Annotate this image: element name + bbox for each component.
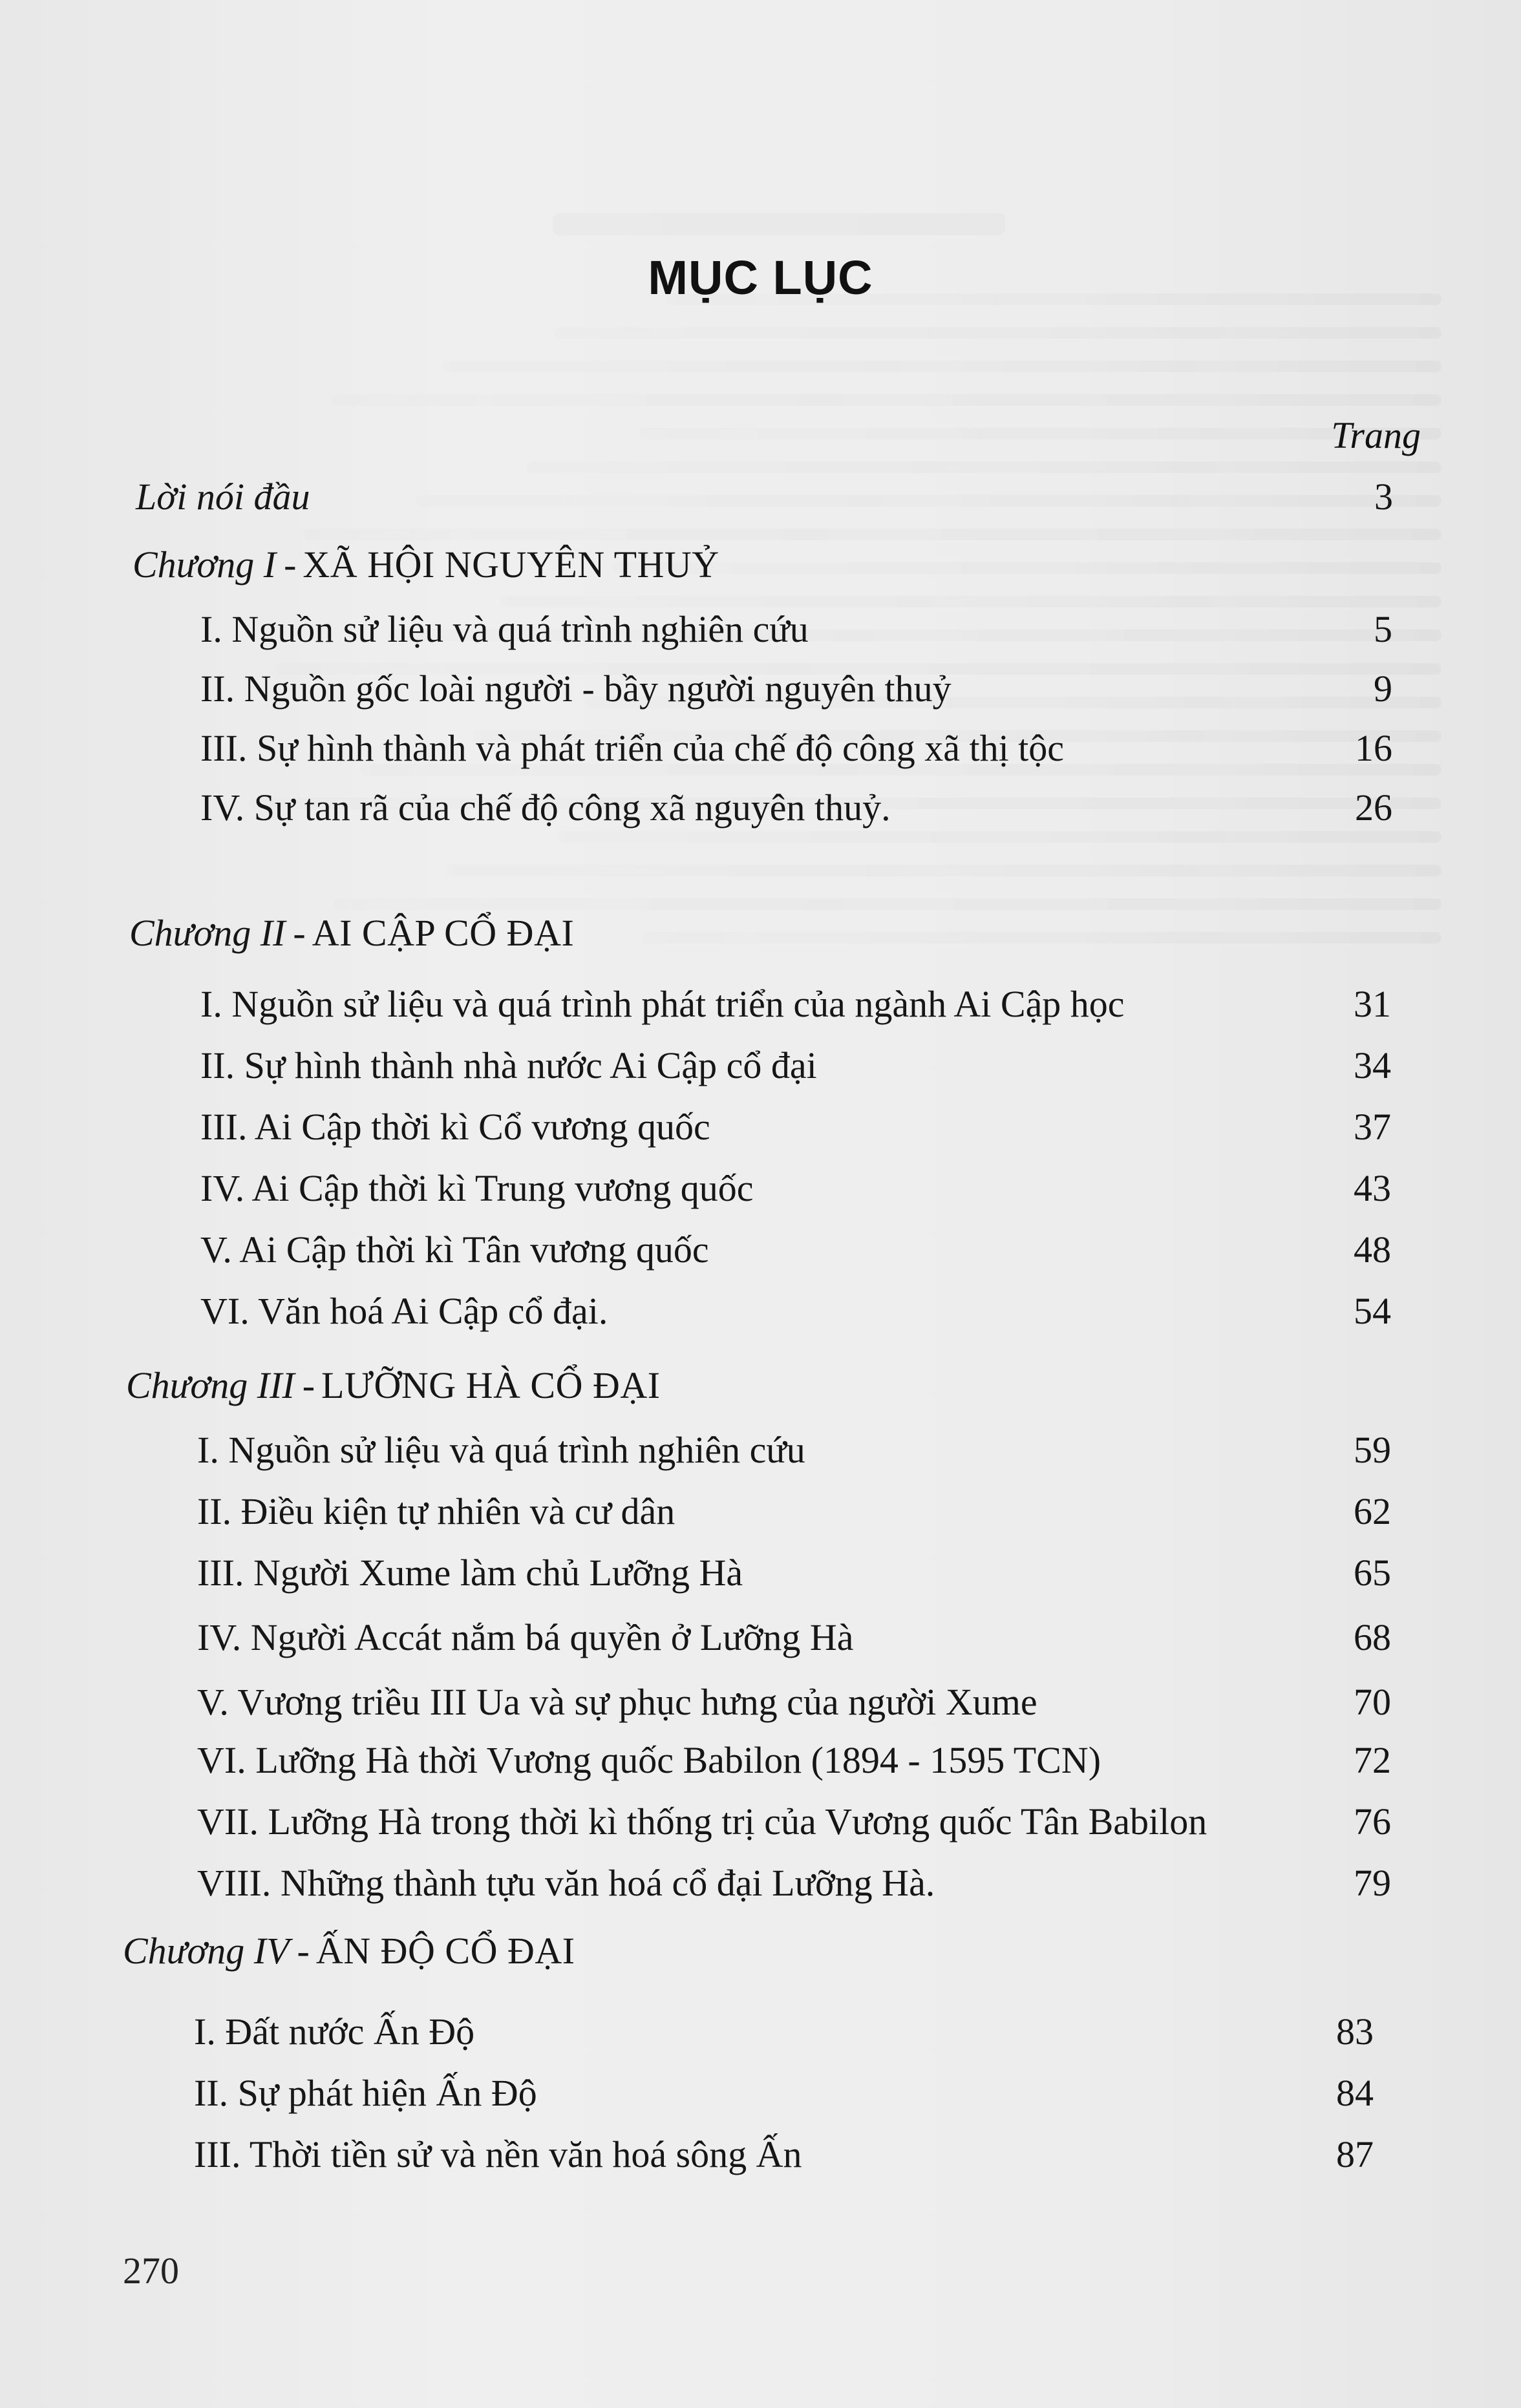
chapter-separator: - xyxy=(284,544,297,586)
toc-entry-page: 16 xyxy=(1355,727,1392,769)
toc-entry-title: I. Nguồn sử liệu và quá trình nghiên cứu xyxy=(200,608,809,650)
toc-entry-title: V. Vương triều III Ua và sự phục hưng của người Xume xyxy=(197,1681,1037,1723)
bleed-through-line xyxy=(334,898,1441,910)
toc-entry xyxy=(0,667,1521,712)
toc-entry-title: II. Điều kiện tự nhiên và cư dân xyxy=(197,1490,675,1532)
toc-entry xyxy=(0,1428,1521,1473)
toc-entry-title: I. Nguồn sử liệu và quá trình phát triển của ngành Ai Cập học xyxy=(200,983,1125,1025)
chapter-heading xyxy=(0,1364,1521,1409)
page-column-label: Trang xyxy=(1331,414,1421,456)
toc-entry-page: 68 xyxy=(1354,1616,1391,1658)
toc-entry xyxy=(0,1551,1521,1596)
toc-entry-title: II. Nguồn gốc loài người - bầy người nguyên thuỷ xyxy=(200,668,952,710)
chapter-heading-text xyxy=(123,1929,575,1972)
toc-entry xyxy=(0,1490,1521,1535)
toc-entry-page: 43 xyxy=(1354,1167,1391,1209)
toc-entry-title: IV. Ai Cập thời kì Trung vương quốc xyxy=(200,1167,754,1209)
toc-entry-page: 65 xyxy=(1354,1552,1391,1594)
chapter-label: Chương IV xyxy=(123,1930,290,1972)
bleed-through-line xyxy=(557,831,1441,843)
toc-entry xyxy=(0,2133,1521,2178)
chapter-label: Chương II xyxy=(129,912,286,954)
toc-entry xyxy=(0,1680,1521,1726)
toc-entry-title: IV. Người Accát nắm bá quyền ở Lưỡng Hà xyxy=(197,1616,854,1658)
chapter-heading-text xyxy=(126,1364,661,1407)
toc-entry-page: 87 xyxy=(1336,2133,1374,2175)
chapter-separator: - xyxy=(302,1364,315,1406)
toc-entry-title: III. Thời tiền sử và nền văn hoá sông Ấn xyxy=(194,2133,802,2175)
toc-entry xyxy=(0,1738,1521,1784)
toc-entry-page: 5 xyxy=(1374,608,1392,650)
chapter-title: ẤN ĐỘ CỔ ĐẠI xyxy=(315,1930,575,1972)
toc-entry-page: 48 xyxy=(1354,1229,1391,1271)
toc-entry-page: 54 xyxy=(1354,1290,1391,1332)
toc-entry xyxy=(0,982,1521,1028)
toc-entry-title: III. Sự hình thành và phát triển của chế độ công xã thị tộc xyxy=(200,727,1065,769)
chapter-heading xyxy=(0,543,1521,588)
toc-entry-title: V. Ai Cập thời kì Tân vương quốc xyxy=(200,1229,709,1271)
toc-entry-page: 26 xyxy=(1355,787,1392,829)
toc-entry-page: 72 xyxy=(1354,1739,1391,1781)
bleed-through-line xyxy=(500,596,1441,607)
toc-entry-page: 62 xyxy=(1354,1490,1391,1532)
page-title: MỤC LỤC xyxy=(648,251,873,304)
bleed-through-heading xyxy=(553,213,1005,235)
toc-entry-title: VI. Văn hoá Ai Cập cổ đại. xyxy=(200,1290,608,1332)
toc-entry-title: I. Đất nước Ấn Độ xyxy=(194,2011,475,2053)
bleed-through-line xyxy=(442,361,1441,372)
toc-entry xyxy=(0,1228,1521,1273)
toc-entry xyxy=(0,1289,1521,1335)
chapter-heading xyxy=(0,911,1521,956)
toc-entry-page: 31 xyxy=(1354,983,1391,1025)
toc-entry xyxy=(0,1167,1521,1212)
bleed-through-line xyxy=(527,461,1441,473)
toc-entry xyxy=(0,1800,1521,1845)
toc-entry-title: III. Ai Cập thời kì Cổ vương quốc xyxy=(200,1106,710,1148)
toc-entry xyxy=(0,2010,1521,2055)
toc-entry xyxy=(0,1616,1521,1661)
chapter-separator: - xyxy=(297,1930,310,1972)
bleed-through-line xyxy=(554,327,1441,339)
toc-entry xyxy=(0,1861,1521,1906)
chapter-heading-text xyxy=(129,911,574,955)
bleed-through-line xyxy=(330,394,1441,406)
toc-entry xyxy=(0,2071,1521,2117)
toc-entry-title: VIII. Những thành tựu văn hoá cổ đại Lưỡng Hà. xyxy=(197,1862,935,1904)
toc-entry-page: 70 xyxy=(1354,1681,1391,1723)
toc-entry xyxy=(0,607,1521,653)
chapter-heading-text xyxy=(133,543,719,586)
toc-entry-title: IV. Sự tan rã của chế độ công xã nguyên thuỷ. xyxy=(200,787,891,829)
bleed-through-line xyxy=(639,428,1441,439)
chapter-separator: - xyxy=(293,912,306,954)
chapter-title: LƯỠNG HÀ CỔ ĐẠI xyxy=(321,1364,661,1406)
chapter-label: Chương I xyxy=(133,544,277,586)
toc-entry-page: 37 xyxy=(1354,1106,1391,1148)
toc-entry-title: VI. Lưỡng Hà thời Vương quốc Babilon (1894 - 1595 TCN) xyxy=(197,1739,1101,1781)
toc-entry-title: I. Nguồn sử liệu và quá trình nghiên cứu xyxy=(197,1429,805,1471)
toc-entry xyxy=(0,786,1521,831)
toc-entry xyxy=(0,726,1521,772)
chapter-heading xyxy=(0,1929,1521,1974)
toc-entry-page: 79 xyxy=(1354,1862,1391,1904)
toc-entry xyxy=(0,475,1521,520)
toc-entry-title: VII. Lưỡng Hà trong thời kì thống trị của Vương quốc Tân Babilon xyxy=(197,1801,1207,1843)
toc-entry-title: II. Sự phát hiện Ấn Độ xyxy=(194,2072,537,2114)
toc-entry-title: II. Sự hình thành nhà nước Ai Cập cổ đại xyxy=(200,1044,817,1086)
chapter-title: AI CẬP CỔ ĐẠI xyxy=(312,912,575,954)
chapter-title: XÃ HỘI NGUYÊN THUỶ xyxy=(303,544,719,586)
toc-entry-title: Lời nói đầu xyxy=(136,476,310,518)
toc-entry xyxy=(0,1044,1521,1089)
toc-entry-page: 59 xyxy=(1354,1429,1391,1471)
toc-entry xyxy=(0,1105,1521,1150)
bleed-through-line xyxy=(445,865,1441,876)
toc-entry-page: 83 xyxy=(1336,2011,1374,2053)
chapter-label: Chương III xyxy=(126,1364,295,1406)
toc-entry-title: III. Người Xume làm chủ Lưỡng Hà xyxy=(197,1552,743,1594)
bleed-through-line xyxy=(303,529,1441,540)
page-number: 270 xyxy=(123,2250,179,2292)
toc-entry-page: 9 xyxy=(1374,668,1392,710)
toc-entry-page: 3 xyxy=(1374,476,1393,518)
toc-entry-page: 84 xyxy=(1336,2072,1374,2114)
toc-entry-page: 34 xyxy=(1354,1044,1391,1086)
toc-entry-page: 76 xyxy=(1354,1801,1391,1843)
